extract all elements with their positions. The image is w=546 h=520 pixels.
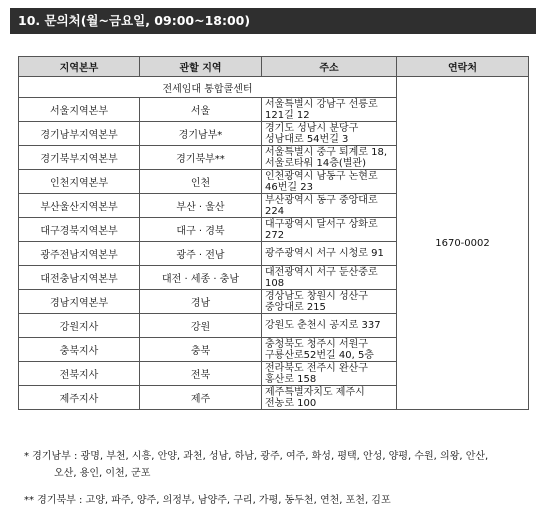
hq-cell: 강원지사 <box>19 314 140 338</box>
note-gyeonggi-south: * 경기남부 : 광명, 부천, 시흥, 안양, 과천, 성남, 하남, 광주, 여주, 화성, 평택, 안성, 양평, 수원, 의왕, 안산, <box>24 451 489 462</box>
hq-cell: 부산울산지역본부 <box>19 194 140 218</box>
hq-cell: 전북지사 <box>19 362 140 386</box>
address-line: 전농로 100 <box>265 397 317 409</box>
area-cell: 경남 <box>140 290 262 314</box>
area-cell: 충북 <box>140 338 262 362</box>
address-line: 중앙대로 215 <box>265 301 326 313</box>
address-cell <box>262 290 397 314</box>
address-line: 부산광역시 동구 중앙대로 <box>265 194 378 206</box>
area-cell: 인천 <box>140 170 262 194</box>
hq-cell: 제주지사 <box>19 386 140 410</box>
note-gyeonggi-north: ** 경기북부 : 고양, 파주, 양주, 의정부, 남양주, 구리, 가평, 동두천, 연천, 포천, 김포 <box>24 495 391 506</box>
address-line: 경기도 성남시 분당구 <box>265 122 359 134</box>
address-line: 경상남도 창원시 성산구 <box>265 290 368 302</box>
col-header-hq: 지역본부 <box>19 57 140 77</box>
area-cell: 강원 <box>140 314 262 338</box>
hq-cell: 광주전남지역본부 <box>19 242 140 266</box>
address-line: 108 <box>265 277 285 289</box>
address-line: 전라북도 전주시 완산구 <box>265 362 368 374</box>
address-cell <box>262 314 397 338</box>
callcenter-label: 전세임대 통합콜센터 <box>19 77 397 98</box>
address-line: 서울로타워 14층(별관) <box>265 157 366 169</box>
address-cell <box>262 266 397 290</box>
note-gyeonggi-south-continued: 오산, 용인, 이천, 군포 <box>54 468 151 479</box>
hq-cell: 경기북부지역본부 <box>19 146 140 170</box>
area-cell: 전북 <box>140 362 262 386</box>
address-cell <box>262 146 397 170</box>
section-title: 10. 문의처(월~금요일, 09:00~18:00) <box>10 8 536 34</box>
phone-number: 1670-0002 <box>397 77 529 410</box>
address-line: 구룡산로52번길 40, 5층 <box>265 349 374 361</box>
area-cell: 서울 <box>140 98 262 122</box>
address-cell <box>262 122 397 146</box>
address-line: 서울특별시 강남구 선릉로 <box>265 98 378 110</box>
address-cell <box>262 386 397 410</box>
area-cell: 대구 · 경북 <box>140 218 262 242</box>
address-line: 강원도 춘천시 공지로 337 <box>265 320 381 331</box>
address-cell <box>262 170 397 194</box>
address-cell <box>262 338 397 362</box>
hq-cell: 충북지사 <box>19 338 140 362</box>
area-cell: 경기북부** <box>140 146 262 170</box>
hq-cell: 서울지역본부 <box>19 98 140 122</box>
address-cell <box>262 242 397 266</box>
contact-table <box>18 56 529 410</box>
address-line: 홍산로 158 <box>265 373 317 385</box>
col-header-area: 관할 지역 <box>140 57 262 77</box>
address-line: 서울특별시 중구 퇴계로 18, <box>265 146 388 158</box>
table-body <box>19 77 529 410</box>
address-line: 46번길 23 <box>265 181 313 193</box>
hq-cell: 경기남부지역본부 <box>19 122 140 146</box>
address-line: 광주광역시 서구 시청로 91 <box>265 248 384 259</box>
area-cell: 대전 · 세종 · 충남 <box>140 266 262 290</box>
address-line: 제주특별자치도 제주시 <box>265 386 365 398</box>
callcenter-row <box>19 77 529 98</box>
address-line: 272 <box>265 229 285 241</box>
area-cell: 경기남부* <box>140 122 262 146</box>
hq-cell: 대전충남지역본부 <box>19 266 140 290</box>
address-cell <box>262 194 397 218</box>
address-cell <box>262 362 397 386</box>
address-line: 충청북도 청주시 서원구 <box>265 338 368 350</box>
col-header-phone: 연락처 <box>397 57 529 77</box>
address-cell <box>262 98 397 122</box>
area-cell: 광주 · 전남 <box>140 242 262 266</box>
address-cell <box>262 218 397 242</box>
area-cell: 제주 <box>140 386 262 410</box>
address-line: 대전광역시 서구 둔산중로 <box>265 266 378 278</box>
address-line: 224 <box>265 205 285 217</box>
address-line: 121길 12 <box>265 109 310 121</box>
col-header-address: 주소 <box>262 57 397 77</box>
footnotes <box>24 448 530 509</box>
area-cell: 부산 · 울산 <box>140 194 262 218</box>
hq-cell: 대구경북지역본부 <box>19 218 140 242</box>
address-line: 인천광역시 남동구 논현로 <box>265 170 378 182</box>
hq-cell: 인천지역본부 <box>19 170 140 194</box>
address-line: 성남대로 54번길 3 <box>265 133 349 145</box>
address-line: 대구광역시 달서구 상화로 <box>265 218 378 230</box>
hq-cell: 경남지역본부 <box>19 290 140 314</box>
table-header-row <box>19 57 529 77</box>
